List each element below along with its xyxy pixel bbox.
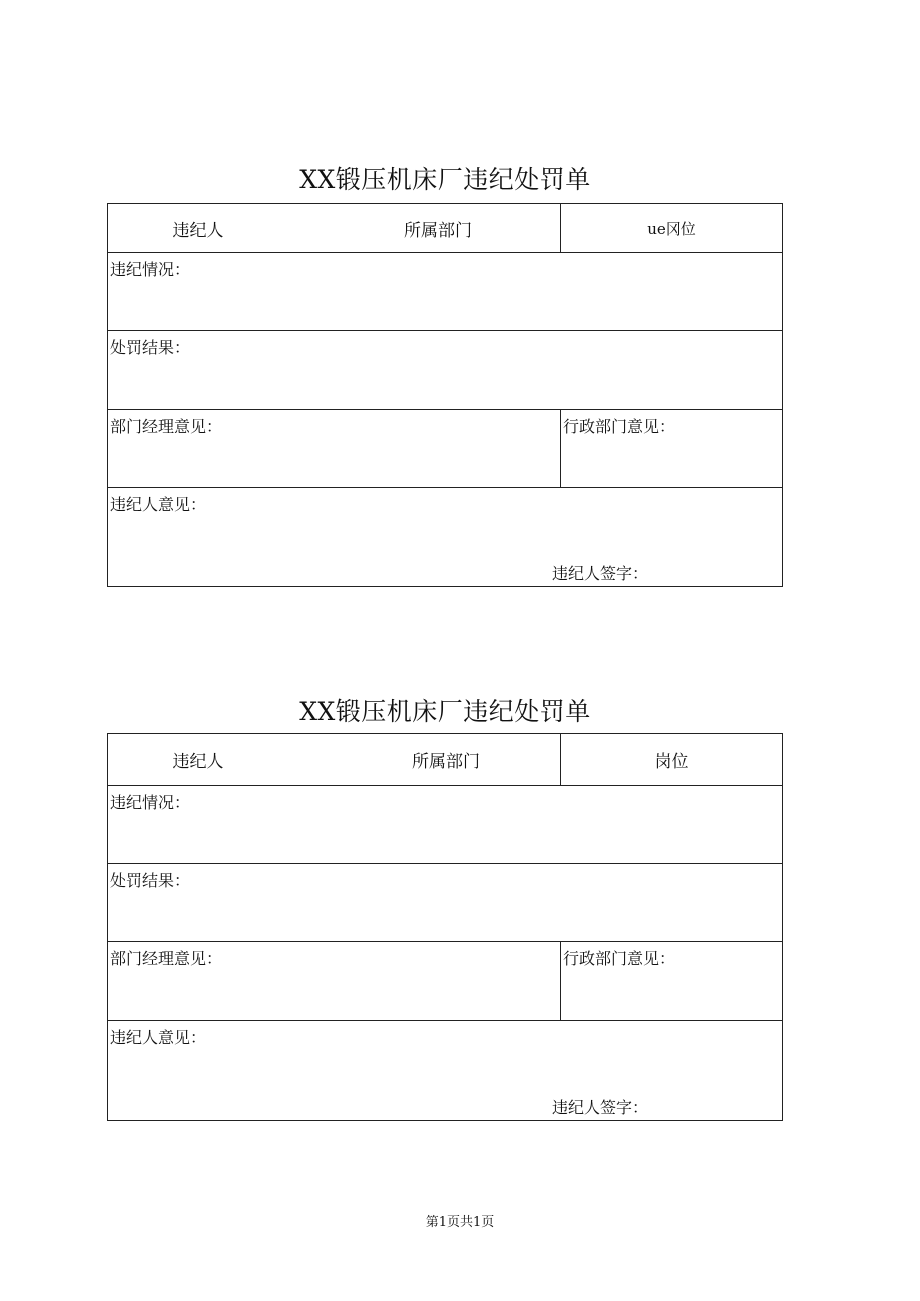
manager-opinion-label: 部门经理意见： <box>110 949 223 968</box>
signature-label: 违纪人签字： <box>552 1098 649 1117</box>
page-footer: 第1页共1页 <box>425 1215 495 1230</box>
admin-opinion-cell <box>560 410 782 487</box>
position-header: 岗位 <box>560 734 782 785</box>
violator-header: 违纪人 <box>172 220 224 241</box>
penalty-label: 处罚结果： <box>110 338 191 357</box>
admin-opinion-cell <box>560 942 782 1020</box>
manager-opinion-label: 部门经理意见： <box>110 417 223 436</box>
header-row <box>108 204 782 252</box>
department-header: 所属部门 <box>404 220 472 241</box>
violator-header: 违纪人 <box>172 752 224 772</box>
violator-opinion-row <box>108 487 782 586</box>
form-title: XX锻压机床厂违纪处罚单 <box>299 697 591 726</box>
violation-row <box>108 252 782 330</box>
violator-opinion-row <box>108 1020 782 1120</box>
violator-opinion-label: 违纪人意见： <box>110 1028 207 1047</box>
signature-label: 违纪人签字： <box>552 564 649 583</box>
admin-opinion-label: 行政部门意见： <box>563 949 676 968</box>
form-table <box>107 203 783 587</box>
penalty-row <box>108 330 782 409</box>
violation-label: 违纪情况： <box>110 793 191 812</box>
admin-opinion-label: 行政部门意见： <box>563 417 676 436</box>
form-table <box>107 733 783 1121</box>
header-row <box>108 734 782 785</box>
violation-label: 违纪情况： <box>110 260 191 279</box>
violator-opinion-label: 违纪人意见： <box>110 495 207 514</box>
violation-row <box>108 785 782 863</box>
opinion-row <box>108 409 782 487</box>
position-header: ue冈位 <box>560 204 782 252</box>
opinion-row <box>108 941 782 1020</box>
form-title: XX锻压机床厂违纪处罚单 <box>299 165 591 194</box>
penalty-row <box>108 863 782 941</box>
department-header: 所属部门 <box>412 752 480 772</box>
penalty-label: 处罚结果： <box>110 871 191 890</box>
